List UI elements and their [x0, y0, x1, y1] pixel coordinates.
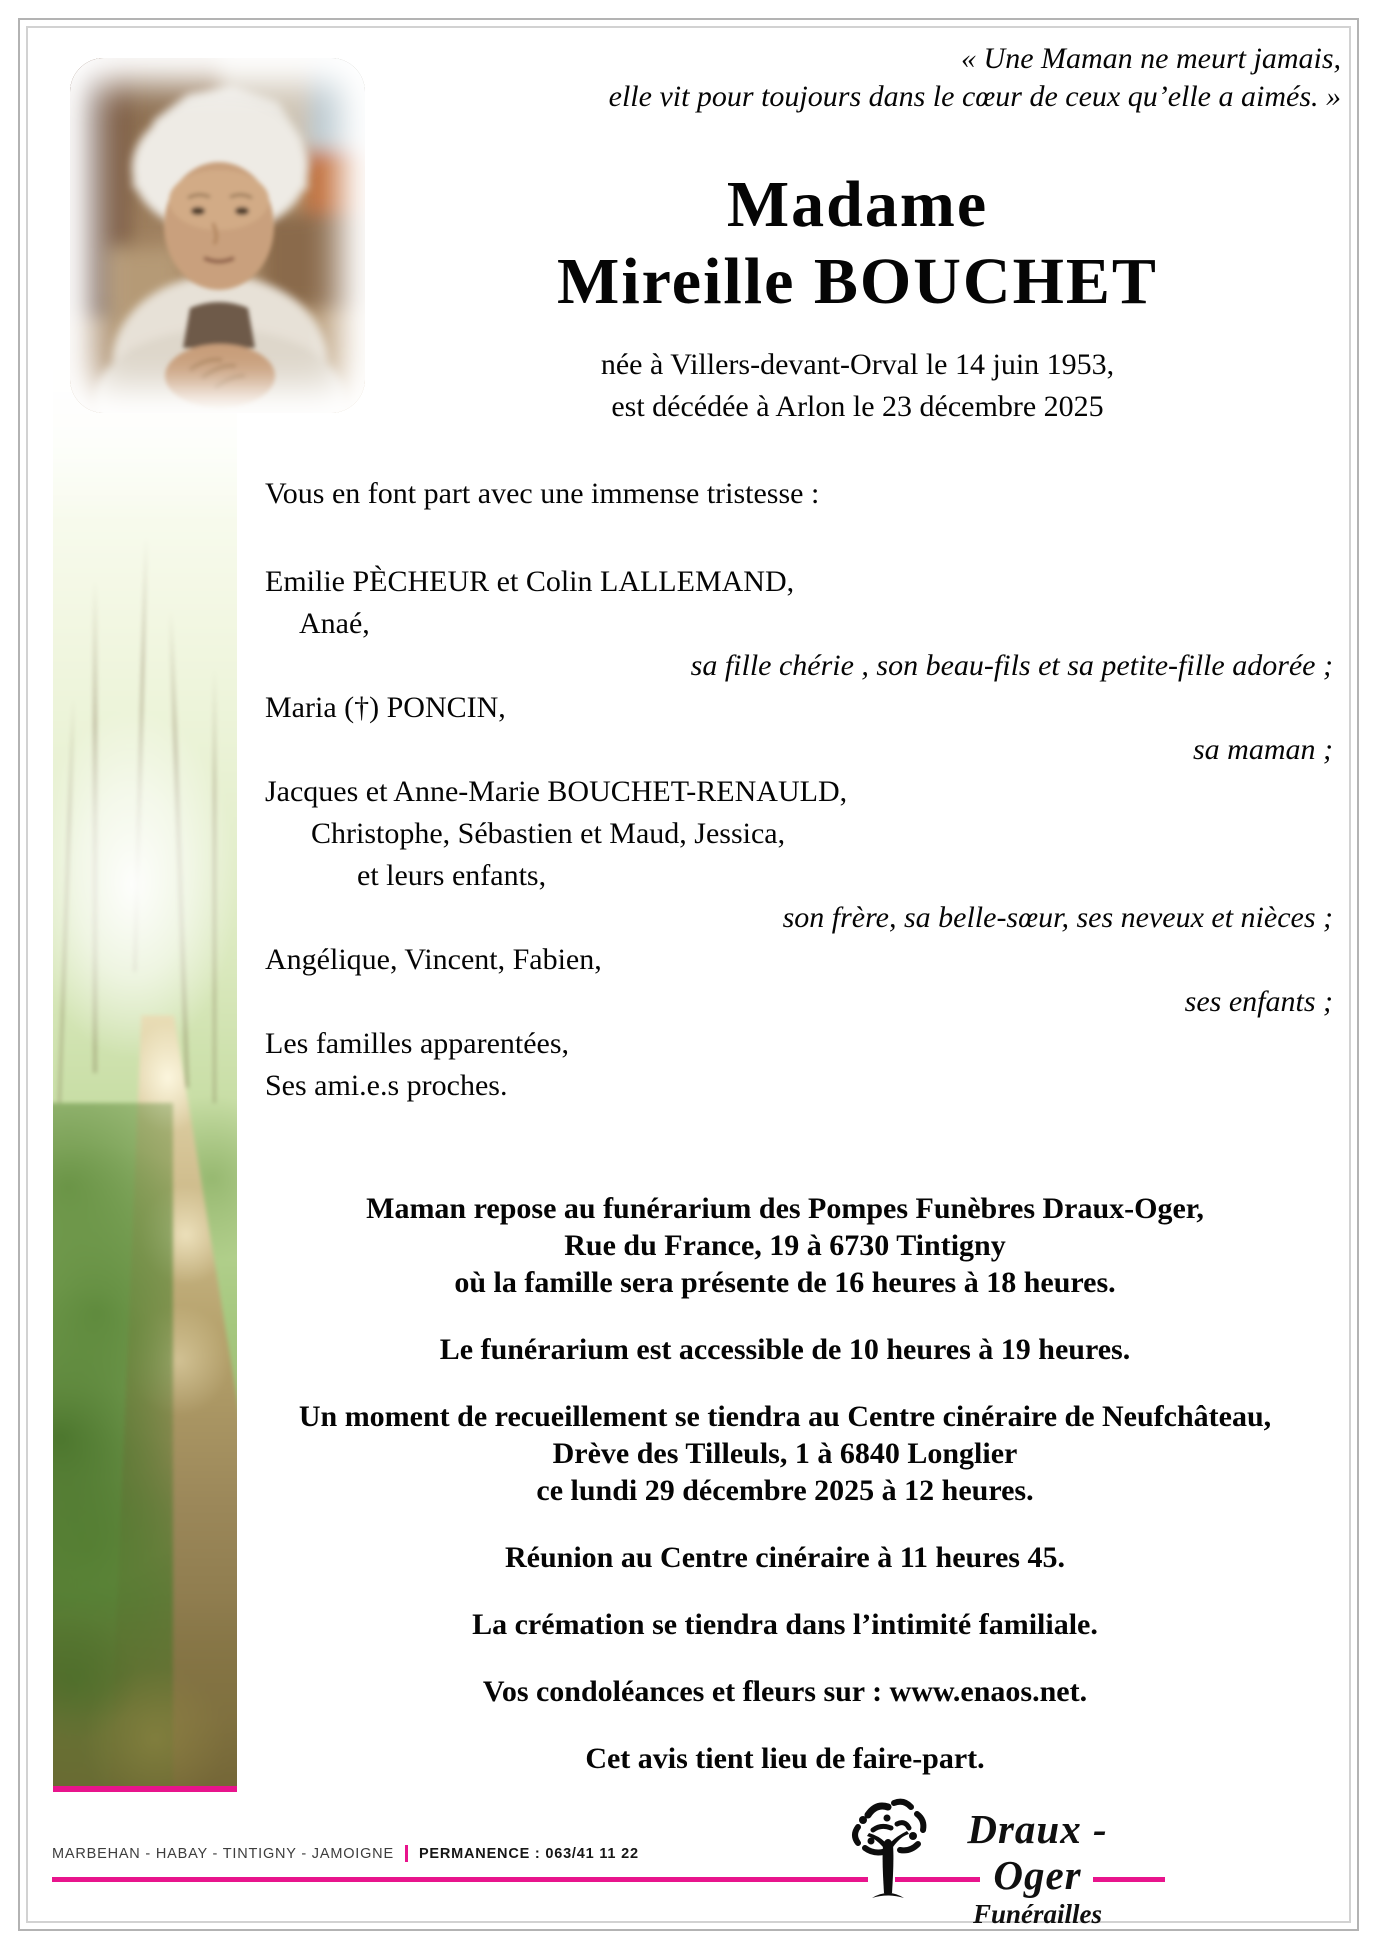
detail-line: Cet avis tient lieu de faire-part. — [585, 1742, 985, 1775]
forest-art — [53, 355, 237, 1792]
family-relation: ses enfants ; — [1184, 985, 1333, 1018]
announcement-intro: Vous en font part avec une immense tristesse : — [265, 477, 820, 510]
family-list — [265, 561, 1337, 1107]
family-names: et leurs enfants, — [357, 859, 547, 892]
forest-path-image — [53, 355, 237, 1792]
header-block — [370, 40, 1345, 428]
detail-line: Réunion au Centre cinéraire à 11 heures 45. — [505, 1541, 1065, 1574]
footer-locations: MARBEHAN - HABAY - TINTIGNY - JAMOIGNE — [52, 1845, 394, 1862]
quote-line-1: « Une Maman ne meurt jamais, — [961, 42, 1341, 75]
quote-line-2: elle vit pour toujours dans le cœur de ceux qu’elle a aimés. » — [608, 80, 1341, 113]
family-relation: son frère, sa belle-sœur, ses neveux et nièces ; — [782, 901, 1333, 934]
family-names: Emilie PÈCHEUR et Colin LALLEMAND, — [265, 565, 795, 598]
pink-bar — [53, 1786, 237, 1792]
pink-separator — [405, 1845, 408, 1862]
detail-line: Le funérarium est accessible de 10 heures à 19 heures. — [439, 1333, 1131, 1366]
funeral-details — [230, 1190, 1340, 1807]
detail-line: Maman repose au funérarium des Pompes Funèbres Draux-Oger, — [366, 1192, 1204, 1225]
ground-texture — [53, 1597, 237, 1792]
detail-line: où la famille sera présente de 16 heures à 18 heures. — [454, 1266, 1116, 1299]
footer-contact — [52, 1845, 639, 1862]
brand-name: Draux - Oger — [967, 1806, 1108, 1898]
detail-group-repose — [230, 1190, 1340, 1301]
detail-line: Vos condoléances et fleurs sur : www.enaos.net. — [482, 1675, 1088, 1708]
portrait-photo — [70, 58, 365, 413]
family-relation: sa fille chérie , son beau-fils et sa petite-fille adorée ; — [690, 649, 1333, 682]
family-names: Ses ami.e.s proches. — [265, 1069, 508, 1102]
detail-group-access — [230, 1331, 1340, 1368]
pink-rule-left — [52, 1877, 868, 1882]
deceased-name: Mireille BOUCHET — [557, 245, 1158, 318]
title-madame: Madame — [726, 168, 989, 241]
detail-group-cremation — [230, 1606, 1340, 1643]
detail-line: Un moment de recueillement se tiendra au Centre cinéraire de Neufchâteau, — [298, 1400, 1272, 1433]
portrait-art — [70, 58, 365, 413]
memorial-quote — [370, 40, 1345, 116]
family-names: Maria (†) PONCIN, — [265, 691, 506, 724]
brand-subtitle: Funérailles — [972, 1899, 1103, 1929]
detail-group-ceremony — [230, 1398, 1340, 1509]
family-names: Jacques et Anne-Marie BOUCHET-RENAULD, — [265, 775, 848, 808]
family-names: Les familles apparentées, — [265, 1027, 570, 1060]
birth-line: née à Villers-devant-Orval le 14 juin 1953, — [600, 348, 1115, 381]
funeral-home-logo — [930, 1806, 1145, 1929]
detail-group-reunion — [230, 1539, 1340, 1576]
birth-death-lines — [370, 344, 1345, 428]
footer-permanence: PERMANENCE : 063/41 11 22 — [418, 1845, 639, 1862]
detail-line: Drève des Tilleuls, 1 à 6840 Longlier — [552, 1437, 1018, 1470]
detail-line: Rue du France, 19 à 6730 Tintigny — [564, 1229, 1006, 1262]
family-relation: sa maman ; — [1193, 733, 1333, 766]
tree-icon — [838, 1793, 938, 1898]
detail-group-condolences — [230, 1673, 1340, 1710]
detail-line: ce lundi 29 décembre 2025 à 12 heures. — [536, 1474, 1034, 1507]
family-names: Angélique, Vincent, Fabien, — [265, 943, 602, 976]
detail-group-fairepart — [230, 1740, 1340, 1777]
death-line: est décédée à Arlon le 23 décembre 2025 — [611, 390, 1104, 423]
family-names: Christophe, Sébastien et Maud, Jessica, — [311, 817, 786, 850]
family-names: Anaé, — [299, 607, 370, 640]
detail-line: La crémation se tiendra dans l’intimité familiale. — [472, 1608, 1098, 1641]
